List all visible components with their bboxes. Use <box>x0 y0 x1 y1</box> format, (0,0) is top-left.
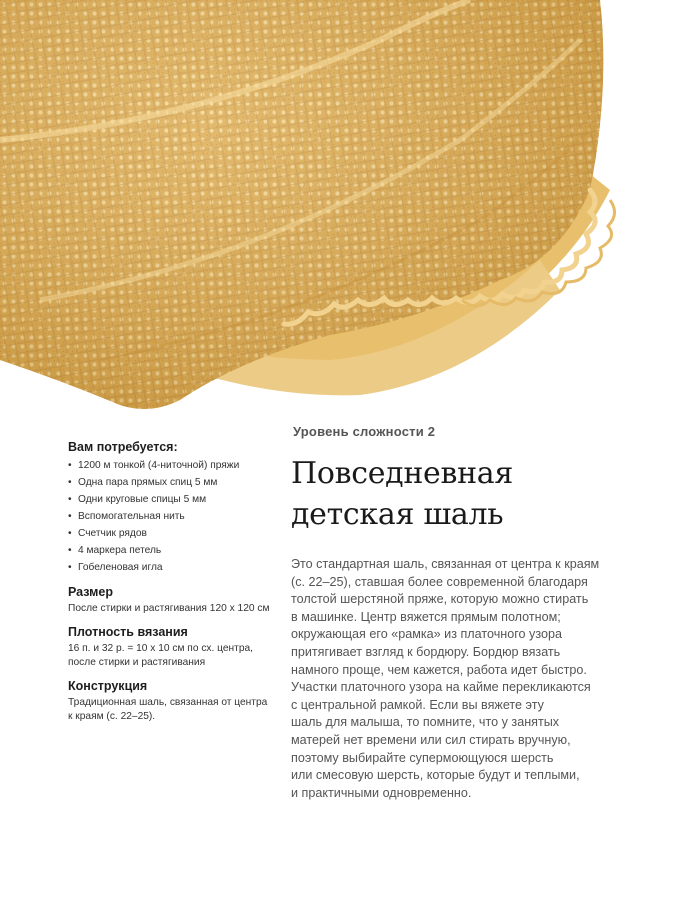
list-item: • Счетчик рядов <box>68 525 283 542</box>
title-line: Повседневная <box>291 456 513 491</box>
gauge-heading: Плотность вязания <box>68 625 188 639</box>
gauge-section <box>68 625 283 670</box>
construction-text-line: Традиционная шаль, связанная от центра <box>68 697 268 708</box>
body-line: окружающая его «рамка» из платочного узора <box>291 627 562 642</box>
body-line: и практичными одновременно. <box>291 785 472 800</box>
body-line: в машинке. Центр вяжется прямым полотном; <box>291 609 561 624</box>
body-line: Это стандартная шаль, связанная от центра к краям <box>291 557 600 571</box>
body-line: (с. 22–25), ставшая более современной благодаря <box>291 574 588 589</box>
materials-list <box>68 457 283 576</box>
list-item: • 4 маркера петель <box>68 542 283 559</box>
list-item: • 1200 м тонкой (4-ниточной) пряжи <box>68 457 283 474</box>
difficulty-level: Уровень сложности 2 <box>293 424 436 439</box>
body-line: с центральной рамкой. Если вы вяжете эту <box>291 697 544 712</box>
body-line: намного проще, чем кажется, работа идет быстро. <box>291 662 587 677</box>
materials-heading: Вам потребуется: <box>68 440 178 454</box>
body-line: или смесовую шерсть, которые будут и теплыми, <box>291 768 580 783</box>
list-item: • Одни круговые спицы 5 мм <box>68 491 283 508</box>
page-title <box>291 453 631 535</box>
gauge-text-line: после стирки и растягивания <box>68 657 206 668</box>
construction-text-line: к краям (с. 22–25). <box>68 711 156 722</box>
body-line: матерей нет времени или сил стирать вручную, <box>291 732 571 747</box>
body-line: Участки платочного узора на кайме перекликаются <box>291 680 591 695</box>
title-line: детская шаль <box>291 497 504 532</box>
size-heading: Размер <box>68 585 114 599</box>
size-text: После стирки и растягивания 120 х 120 см <box>68 603 270 614</box>
shawl-photo <box>0 0 676 425</box>
construction-section <box>68 679 283 724</box>
construction-heading: Конструкция <box>68 679 148 693</box>
list-item: • Одна пара прямых спиц 5 мм <box>68 474 283 491</box>
description-paragraph <box>291 556 621 802</box>
requirements-sidebar <box>68 440 283 724</box>
size-section <box>68 585 283 616</box>
list-item: • Вспомогательная нить <box>68 508 283 525</box>
list-item: • Гобеленовая игла <box>68 559 283 576</box>
body-line: притягивает взгляд к бордюру. Бордюр вязать <box>291 644 561 659</box>
body-line: толстой шерстяной пряже, которую можно стирать <box>291 592 589 607</box>
body-line: поэтому выбирайте супермоющуюся шерсть <box>291 750 554 765</box>
body-line: шаль для малыша, то помните, что у занятых <box>291 715 560 730</box>
gauge-text-line: 16 п. и 32 р. = 10 х 10 см по сх. центра, <box>68 643 254 654</box>
knitted-lace-shawl-photo <box>0 0 676 425</box>
